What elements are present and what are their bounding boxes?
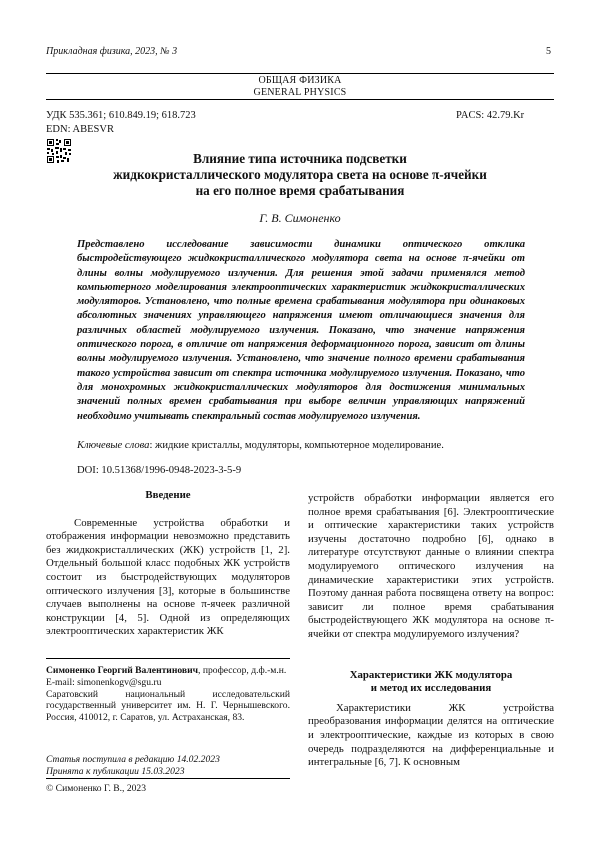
copyright: © Симоненко Г. В., 2023 (46, 783, 147, 794)
keywords (77, 440, 537, 451)
keywords-label: Ключевые слова (77, 440, 150, 451)
intro-heading: Введение (145, 489, 191, 501)
section-name-en: GENERAL PHYSICS (253, 87, 347, 98)
title-line: Влияние типа источника подсветки (193, 151, 407, 166)
title-line: жидкокристаллического модулятора света на основе π-ячейки (113, 167, 487, 182)
section2-heading-line: Характеристики ЖК модулятора (349, 668, 513, 681)
intro-paragraph: Современные устройства обработки и отображения информации невозможно представить без жидкокристаллических (ЖК) устройств [1, 2]. Отдельный большой класс подобных ЖК устройств состоит из быстродействующих модуляторов оптического излучения [3], которые в большинстве случаев выполнены на основе π-ячеек различной конструкции [4, 5]. Одной из определяющих электрооптических характеристик ЖК (46, 516, 290, 638)
accepted-date: Принята к публикации 15.03.2023 (46, 765, 185, 777)
intro-paragraph-continued: устройств обработки информации является его полное время срабатывания [6]. Электрооптические и оптические характеристики таких устройств изучены достаточно подробно [6], однако в литературе отсутствуют данные о влиянии спектра модулируемого оптического излучения на динамические характеристики этих устройств. Поэтому данная работа посвящена ответу на вопрос: зависит ли полное время срабатывания быстродействующего ЖК модулятора на основе π-ячейки от спектра модулируемого излучения? (308, 492, 554, 640)
edn-code: EDN: ABESVR (46, 124, 114, 135)
received-dates (46, 754, 290, 778)
abstract: Представлено исследование зависимости динамики оптического отклика быстродействующего жидкокристаллического модулятора света на основе π-ячейки от длины волны модулируемого излучения. Для решения этой задачи применялся метод компьютерного моделирования электрооптических характеристик жидкокристаллических модуляторов. Установлено, что полные времена срабатывания модулятора при одинаковых абсолютных значениях управляющего напряжения имеют отличающиеся значения для различных областей модулируемого излучения. Показано, что значение напряжения оптического порога, в отличие от напряжения деформационного порога, зависит от длины волны модулируемого излучения. Установлено, что значение полного времени срабатывания такого устройства зависит от спектра источника модулируемого излучения. Показано, что для монохромных жидкокристаллических модуляторов для достижения минимальных значений полных времен срабатывания при выборе величин управляющих напряжений необходимо учитывать спектральный состав модулируемого излучения. (77, 239, 525, 422)
section2-paragraph: Характеристики ЖК устройства преобразования информации делятся на оптические и электрооптические, каждые из которых в свою очередь подразделяются на дифференциальные и интегральные [6, 7]. К основным (308, 701, 554, 769)
copyright-rule (46, 778, 290, 779)
column-left (46, 489, 290, 639)
page-number: 5 (546, 46, 551, 57)
section-rule-bottom (46, 99, 554, 100)
pacs-code: PACS: 42.79.Kr (456, 110, 525, 121)
author-email: E-mail: simonenkogv@sgu.ru (46, 676, 162, 688)
author-footnote (46, 665, 290, 724)
keywords-text: : жидкие кристаллы, модуляторы, компьютерное моделирование. (149, 440, 444, 451)
author-name: Симоненко Георгий Валентинович (46, 665, 199, 676)
running-title: Прикладная физика, 2023, № 3 (46, 46, 178, 57)
article-title (80, 151, 520, 199)
qr-code-icon (46, 138, 72, 164)
author-title: , профессор, д.ф.-м.н. (198, 665, 287, 676)
title-line: на его полное время срабатывания (195, 183, 405, 198)
received-date: Статья поступила в редакцию 14.02.2023 (46, 754, 220, 765)
author-affiliation: Саратовский национальный исследовательский государственный университет им. Н. Г. Чернышевского. Россия, 410012, г. Саратов, ул. Астраханская, 83. (46, 688, 290, 724)
udk-code: УДК 535.361; 610.849.19; 618.723 (46, 110, 196, 121)
section-heading (0, 75, 600, 99)
doi: DOI: 10.51368/1996-0948-2023-3-5-9 (77, 465, 242, 476)
column-right (308, 492, 554, 770)
section2-heading-line: и метод их исследования (370, 682, 492, 695)
section-name-ru: ОБЩАЯ ФИЗИКА (258, 75, 342, 86)
section-rule-top (46, 73, 554, 74)
footnote-rule (46, 658, 290, 659)
section2-heading (308, 669, 554, 696)
article-authors: Г. В. Симоненко (259, 211, 341, 225)
